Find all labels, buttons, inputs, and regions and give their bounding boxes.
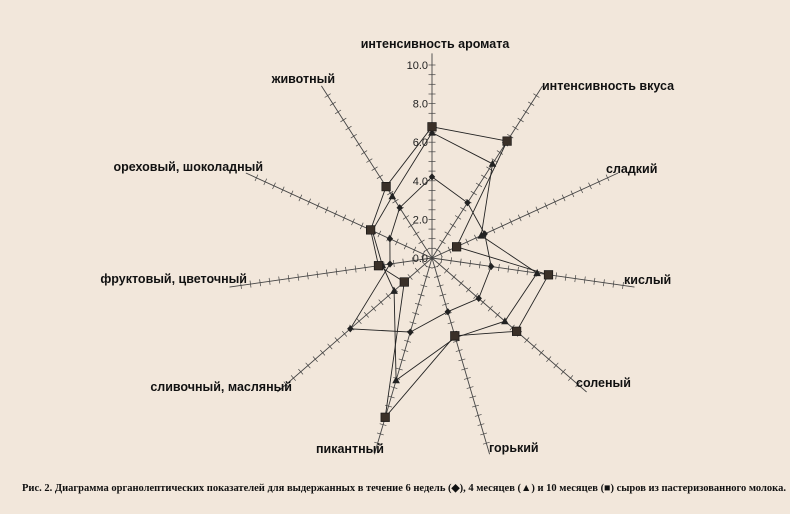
data-point-square-7: [400, 278, 409, 287]
data-point-square-8: [374, 261, 383, 270]
axis-tick: [479, 261, 480, 268]
data-point-square-6: [381, 413, 390, 422]
axis-label-4: соленый: [576, 376, 631, 390]
axis-tick: [250, 281, 251, 288]
axis-tick: [603, 279, 604, 286]
axis-tick: [440, 240, 446, 244]
axis-tick: [450, 224, 456, 228]
axis-tick: [351, 134, 357, 138]
caption-part-4: ) сыров из пастеризованного молока.: [610, 483, 786, 494]
axis-tick: [260, 279, 261, 286]
axis-tick: [424, 248, 430, 252]
axis-tick: [460, 259, 461, 266]
data-point-square-1: [503, 137, 512, 146]
data-point-square-0: [428, 123, 437, 132]
data-point-square-4: [512, 327, 521, 336]
axis-tick: [288, 275, 289, 282]
axis-tick: [393, 199, 399, 203]
axis-tick: [575, 275, 576, 282]
axis-tick: [307, 272, 308, 279]
caption-diamond-icon: ◆: [451, 483, 460, 494]
caption-part-3: ) и 10 месяцев (: [531, 483, 605, 494]
axis-tick: [403, 259, 404, 266]
axis-tick: [366, 159, 372, 163]
axis-label-5: горький: [489, 441, 539, 455]
axis-label-8: фруктовый, цветочный: [100, 272, 247, 286]
axis-label-1: интенсивность вкуса: [542, 79, 675, 93]
axis-tick: [317, 271, 318, 278]
caption-square-icon: ■: [604, 483, 611, 494]
axis-tick: [346, 126, 352, 130]
tick-label: 0.0: [412, 253, 428, 265]
axis-labels-layer: [100, 37, 675, 456]
series-line-triangle: [372, 133, 537, 381]
data-point-diamond-9: [387, 235, 393, 242]
axis-tick: [594, 278, 595, 285]
axis-tick: [556, 272, 557, 279]
data-point-triangle-4: [501, 317, 509, 324]
axis-tick: [361, 151, 367, 155]
data-point-square-2: [452, 243, 461, 252]
axis-tick: [279, 277, 280, 284]
figure-caption: [22, 482, 786, 494]
axis-tick: [269, 278, 270, 285]
axis-tick: [445, 232, 451, 236]
axis-tick: [330, 102, 336, 106]
axis-tick: [455, 216, 461, 220]
data-point-square-10: [382, 182, 391, 191]
axis-tick: [413, 232, 419, 236]
axis-label-0: интенсивность аромата: [360, 37, 510, 51]
data-point-square-9: [366, 226, 375, 235]
axes-layer: [230, 53, 635, 454]
data-point-diamond-8: [387, 260, 393, 267]
axis-tick: [356, 143, 362, 147]
axis-tick: [419, 240, 425, 244]
tick-label: 4.0: [412, 175, 428, 188]
axis-tick: [498, 264, 499, 271]
data-point-square-3: [544, 271, 553, 280]
axis-tick: [460, 207, 466, 211]
axis-tick: [340, 118, 346, 122]
axis-tick: [372, 167, 378, 171]
axis-label-9: ореховый, шоколадный: [113, 160, 263, 174]
axis-tick: [451, 257, 452, 264]
axis-tick: [325, 94, 331, 98]
axis-tick: [326, 270, 327, 277]
axis-label-10: животный: [271, 72, 335, 86]
axis-tick: [481, 175, 487, 179]
caption-triangle-icon: ▲: [520, 483, 532, 494]
axis-label-7: сливочный, масляный: [150, 380, 292, 394]
tick-label: 6.0: [412, 137, 428, 150]
tick-labels-layer: [407, 60, 428, 265]
axis-tick: [393, 260, 394, 267]
axis-tick: [336, 268, 337, 275]
axis-tick: [470, 260, 471, 267]
axis-tick: [476, 183, 482, 187]
series-layer: [347, 123, 553, 422]
axis-tick: [471, 191, 477, 195]
axis-label-2: сладкий: [606, 162, 658, 176]
axis-tick: [298, 274, 299, 281]
axis-tick: [508, 266, 509, 273]
axis-tick: [533, 94, 539, 98]
tick-label: 10.0: [406, 60, 428, 72]
axis-label-6: пикантный: [315, 442, 384, 456]
axis-tick: [403, 216, 409, 220]
data-point-diamond-1: [464, 199, 470, 206]
axis-tick: [365, 264, 366, 271]
axis-tick: [513, 126, 519, 130]
data-point-square-5: [451, 332, 460, 341]
axis-tick: [355, 266, 356, 273]
caption-part-2: ), 4 месяцев (: [459, 483, 521, 494]
series-line-square: [371, 127, 549, 418]
axis-tick: [523, 110, 529, 114]
axis-tick: [584, 277, 585, 284]
axis-tick: [527, 268, 528, 275]
axis-tick: [528, 102, 534, 106]
axis-tick: [346, 267, 347, 274]
tick-label: 2.0: [412, 214, 428, 227]
data-point-diamond-6: [407, 329, 413, 336]
axis-tick: [518, 267, 519, 274]
tick-label: 8.0: [412, 98, 428, 111]
axis-tick: [565, 274, 566, 281]
axis-tick: [613, 281, 614, 288]
axis-tick: [377, 175, 383, 179]
axis-label-3: кислый: [624, 273, 672, 287]
axis-tick: [335, 110, 341, 114]
caption-part-1: Рис. 2. Диаграмма органолептических показателей для выдержанных в течение 6 недель (: [22, 483, 452, 494]
axis-tick: [518, 118, 524, 122]
